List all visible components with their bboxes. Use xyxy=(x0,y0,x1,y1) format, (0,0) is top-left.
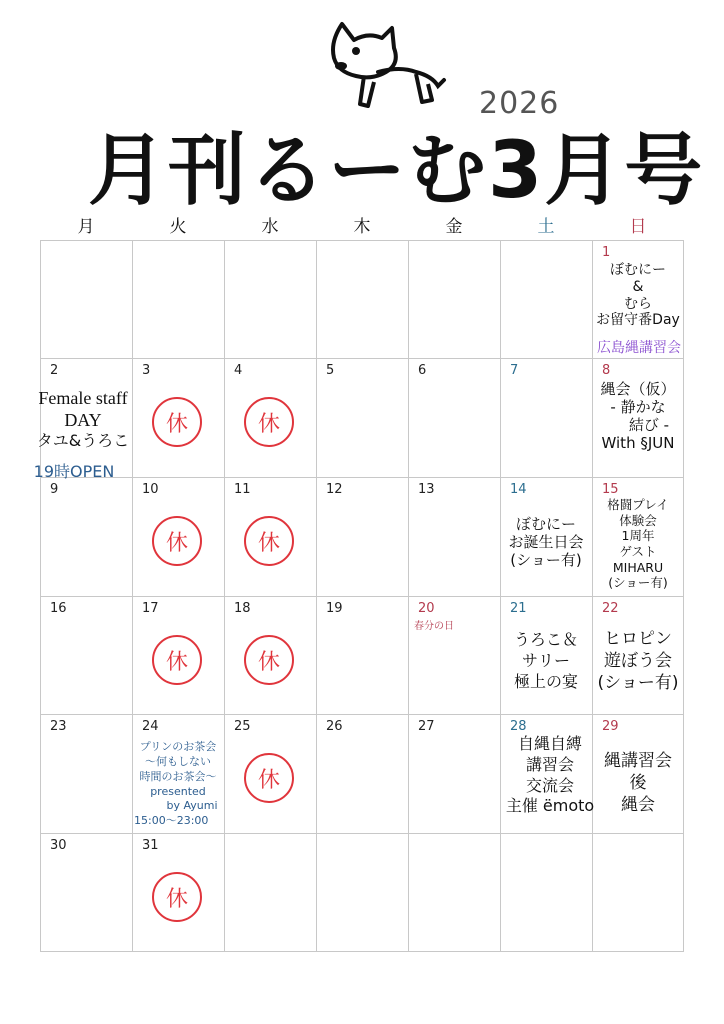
day-cell-3: 3 休 xyxy=(132,358,224,476)
day-cell-20: 20 春分の日 xyxy=(414,601,454,632)
weekday-fri: 金 xyxy=(445,217,463,237)
weekday-sat: 土 xyxy=(537,217,555,237)
day-cell-18: 18 休 xyxy=(224,596,316,714)
holiday-label: 春分の日 xyxy=(414,621,454,632)
day-cell-16: 16 xyxy=(50,601,67,616)
event-29: 縄講習会 後 縄会 xyxy=(604,751,672,816)
day-cell-29: 29 縄講習会 後 縄会 xyxy=(592,714,684,832)
closed-stamp: 休 xyxy=(152,635,202,685)
closed-stamp: 休 xyxy=(152,397,202,447)
closed-stamp: 休 xyxy=(244,516,294,566)
day-cell-15: 15 格闘プレイ 体験会 1周年 ゲスト MIHARU (ショー有) xyxy=(592,477,684,595)
event-8: 縄会（仮） - 静かな 結び - With §JUN xyxy=(600,380,676,452)
day-cell-26: 26 xyxy=(326,719,343,734)
year-label: 2026 xyxy=(479,86,560,121)
day-cell-2: 2 Female staff DAY タユ&うろこ 19時OPEN xyxy=(40,358,132,476)
calendar-grid xyxy=(33,240,684,952)
day-number: 1 xyxy=(602,245,611,260)
event-2-extra: 19時OPEN xyxy=(33,462,115,481)
weekday-tue: 火 xyxy=(169,217,187,237)
event-1-extra: 広島縄講習会 xyxy=(597,340,681,356)
closed-stamp: 休 xyxy=(244,753,294,803)
day-cell-14: 14 ぼむにー お誕生日会 (ショー有) xyxy=(500,477,592,595)
day-cell-10: 10 休 xyxy=(132,477,224,595)
event-2: Female staff DAY タユ&うろこ xyxy=(36,388,130,451)
day-cell-13: 13 xyxy=(418,482,435,497)
event-15: 格闘プレイ 体験会 1周年 ゲスト MIHARU (ショー有) xyxy=(607,497,669,591)
day-cell-25: 25 休 xyxy=(224,714,316,832)
day-cell-24: 24 プリンのお茶会 〜何もしない 時間のお茶会〜 presented by Ayumi 15:00〜23:00 xyxy=(132,714,224,832)
weekday-sun: 日 xyxy=(629,217,647,237)
day-cell-21: 21 うろこ＆ サリー 極上の宴 xyxy=(500,596,592,714)
weekday-thu: 木 xyxy=(353,217,371,237)
day-cell-7: 7 xyxy=(510,363,519,378)
day-cell-27: 27 xyxy=(418,719,435,734)
weekday-mon: 月 xyxy=(77,217,95,237)
weekday-wed: 水 xyxy=(261,217,279,237)
day-cell-31: 31 休 xyxy=(132,833,224,951)
event-22: ヒロピン 遊ぼう会 (ショー有) xyxy=(597,629,679,694)
day-cell-12: 12 xyxy=(326,482,343,497)
event-1: ぼむにー & むら お留守番Day xyxy=(596,262,680,329)
day-cell-17: 17 休 xyxy=(132,596,224,714)
day-cell-30: 30 xyxy=(50,838,67,853)
day-cell-1 xyxy=(592,240,684,358)
closed-stamp: 休 xyxy=(244,397,294,447)
event-24: プリンのお茶会 〜何もしない 時間のお茶会〜 presented by Ayumi 15:00〜23:00 xyxy=(134,740,218,828)
day-cell-8: 8 縄会（仮） - 静かな 結び - With §JUN xyxy=(592,358,684,476)
closed-stamp: 休 xyxy=(244,635,294,685)
day-cell-9: 9 xyxy=(50,482,59,497)
day-cell-28: 28 自縄自縛 講習会 交流会 主催 ëmoto xyxy=(500,714,592,832)
event-14: ぼむにー お誕生日会 (ショー有) xyxy=(508,515,584,569)
day-cell-6: 6 xyxy=(418,363,427,378)
day-cell-5: 5 xyxy=(326,363,335,378)
closed-stamp: 休 xyxy=(152,516,202,566)
day-cell-22: 22 ヒロピン 遊ぼう会 (ショー有) xyxy=(592,596,684,714)
day-cell-19: 19 xyxy=(326,601,343,616)
day-cell-4: 4 休 xyxy=(224,358,316,476)
day-cell-11: 11 休 xyxy=(224,477,316,595)
day-cell-23: 23 xyxy=(50,719,67,734)
dog-icon xyxy=(320,18,450,118)
closed-stamp: 休 xyxy=(152,872,202,922)
page-title: 月刊るーむ3月号 xyxy=(88,126,705,216)
event-28: 自縄自縛 講習会 交流会 主催 ëmoto xyxy=(505,734,595,816)
event-21: うろこ＆ サリー 極上の宴 xyxy=(513,630,578,691)
